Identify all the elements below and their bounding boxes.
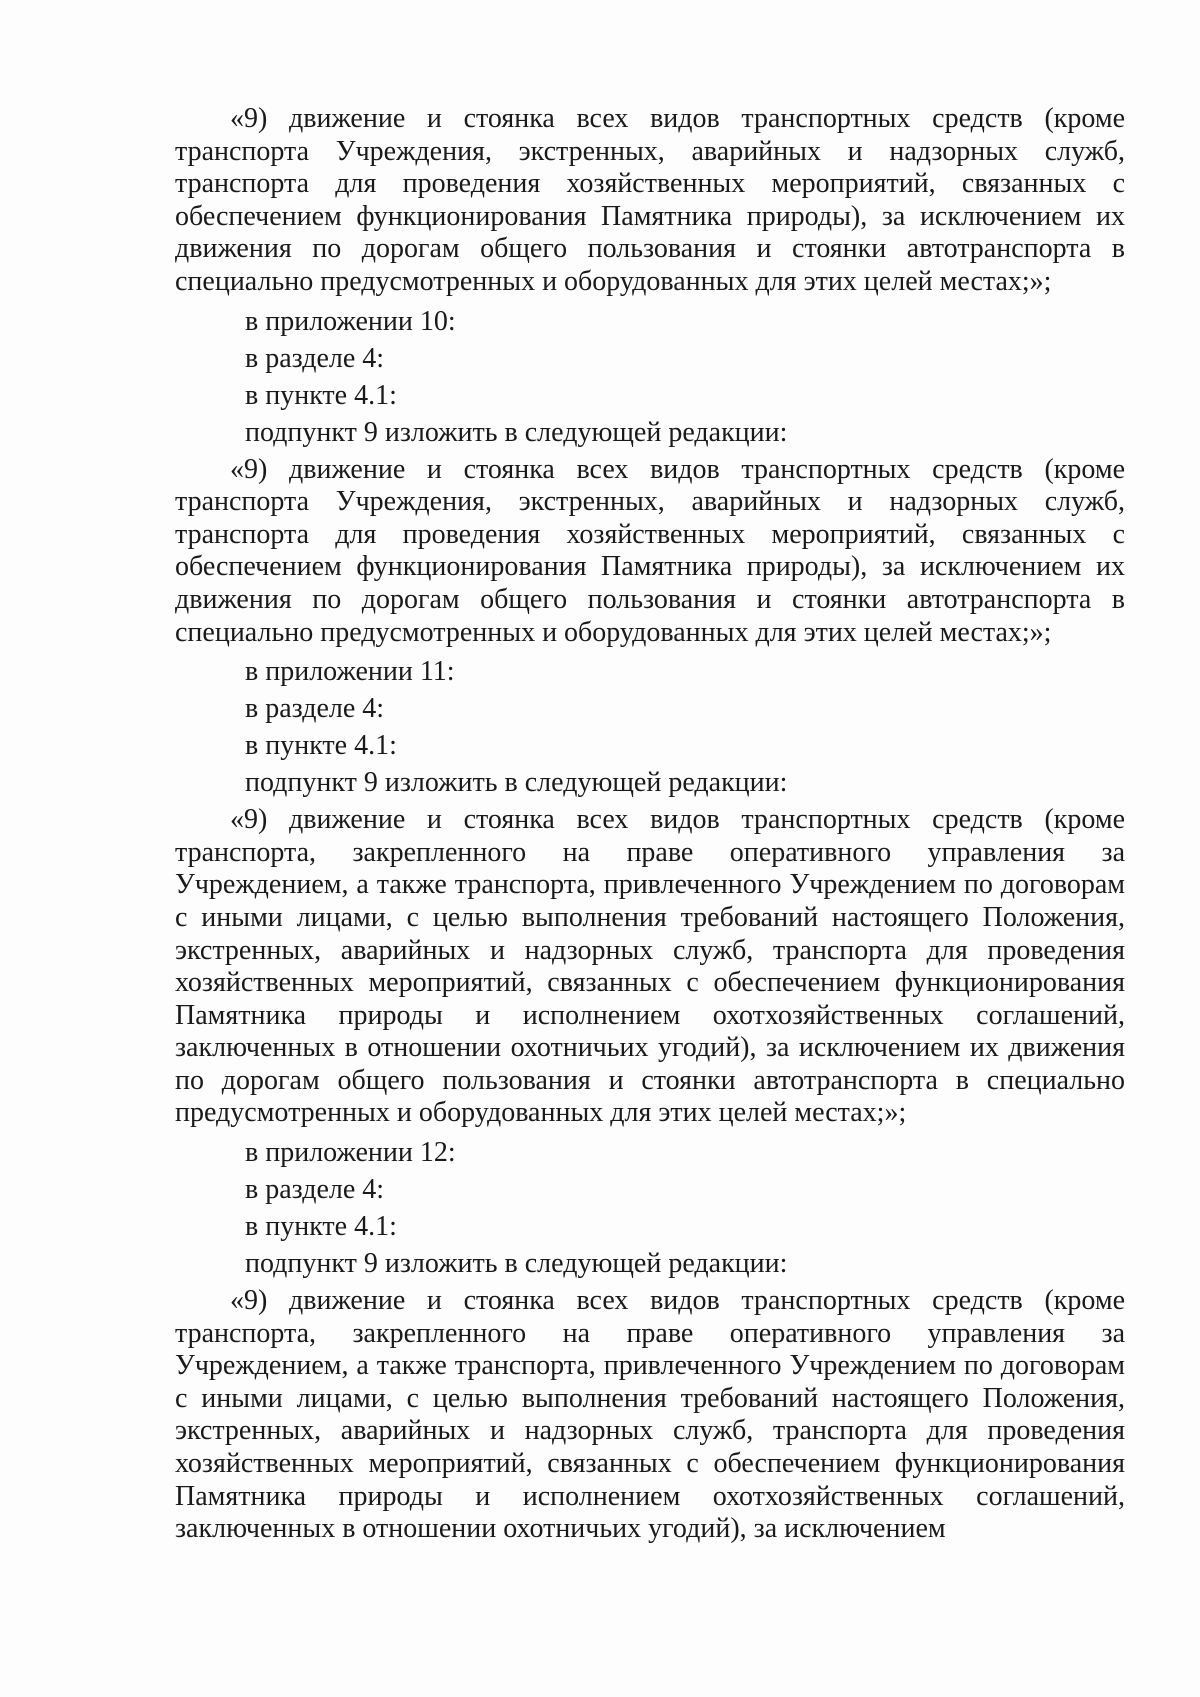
line-section-reference: в разделе 4: xyxy=(245,342,385,374)
paragraph-amendment-text: «9) движение и стоянка всех видов транспортных средств (кроме транспорта, закрепленного на праве оперативного управления за Учреждением, а также транспорта, привлеченного Учреждением по договорам с иными лицами, с целью выполнения требований настоящего Положения, экстренных, аварийных и надзорных служб, транспорта для проведения хозяйственных мероприятий, связанных с обеспечением функционирования Памятника природы и исполнением охотхозяйственных соглашений, заключенных в отношении охотничьих угодий), за исключением xyxy=(175,1285,1125,1545)
paragraph-amendment-text: «9) движение и стоянка всех видов транспортных средств (кроме транспорта, закрепленного на праве оперативного управления за Учреждением, а также транспорта, привлеченного Учреждением по договорам с иными лицами, с целью выполнения требований настоящего Положения, экстренных, аварийных и надзорных служб, транспорта для проведения хозяйственных мероприятий, связанных с обеспечением функционирования Памятника природы и исполнением охотхозяйственных соглашений, заключенных в отношении охотничьих угодий), за исключением их движения по дорогам общего пользования и стоянки автотранспорта в специально предусмотренных и оборудованных для этих целей местах;»; xyxy=(175,804,1125,1129)
line-subclause-instruction: подпункт 9 изложить в следующей редакции: xyxy=(245,416,788,448)
line-appendix-reference: в приложении 11: xyxy=(245,656,455,688)
paragraph-amendment-text: «9) движение и стоянка всех видов транспортных средств (кроме транспорта Учреждения, экстренных, аварийных и надзорных служб, транспорта для проведения хозяйственных мероприятий, связанных с обеспечением функционирования Памятника природы), за исключением их движения по дорогам общего пользования и стоянки автотранспорта в специально предусмотренных и оборудованных для этих целей местах;»; xyxy=(175,453,1125,648)
line-section-reference: в разделе 4: xyxy=(245,693,385,725)
line-clause-reference: в пункте 4.1: xyxy=(245,1211,397,1243)
line-section-reference: в разделе 4: xyxy=(245,1174,385,1206)
document-text xyxy=(175,103,1125,1546)
line-subclause-instruction: подпункт 9 изложить в следующей редакции: xyxy=(245,767,788,799)
line-subclause-instruction: подпункт 9 изложить в следующей редакции: xyxy=(245,1248,788,1280)
line-clause-reference: в пункте 4.1: xyxy=(245,730,397,762)
line-appendix-reference: в приложении 12: xyxy=(245,1137,456,1169)
line-appendix-reference: в приложении 10: xyxy=(245,305,456,337)
line-clause-reference: в пункте 4.1: xyxy=(245,379,397,411)
paragraph-amendment-text: «9) движение и стоянка всех видов транспортных средств (кроме транспорта Учреждения, экстренных, аварийных и надзорных служб, транспорта для проведения хозяйственных мероприятий, связанных с обеспечением функционирования Памятника природы), за исключением их движения по дорогам общего пользования и стоянки автотранспорта в специально предусмотренных и оборудованных для этих целей местах;»; xyxy=(175,103,1125,297)
